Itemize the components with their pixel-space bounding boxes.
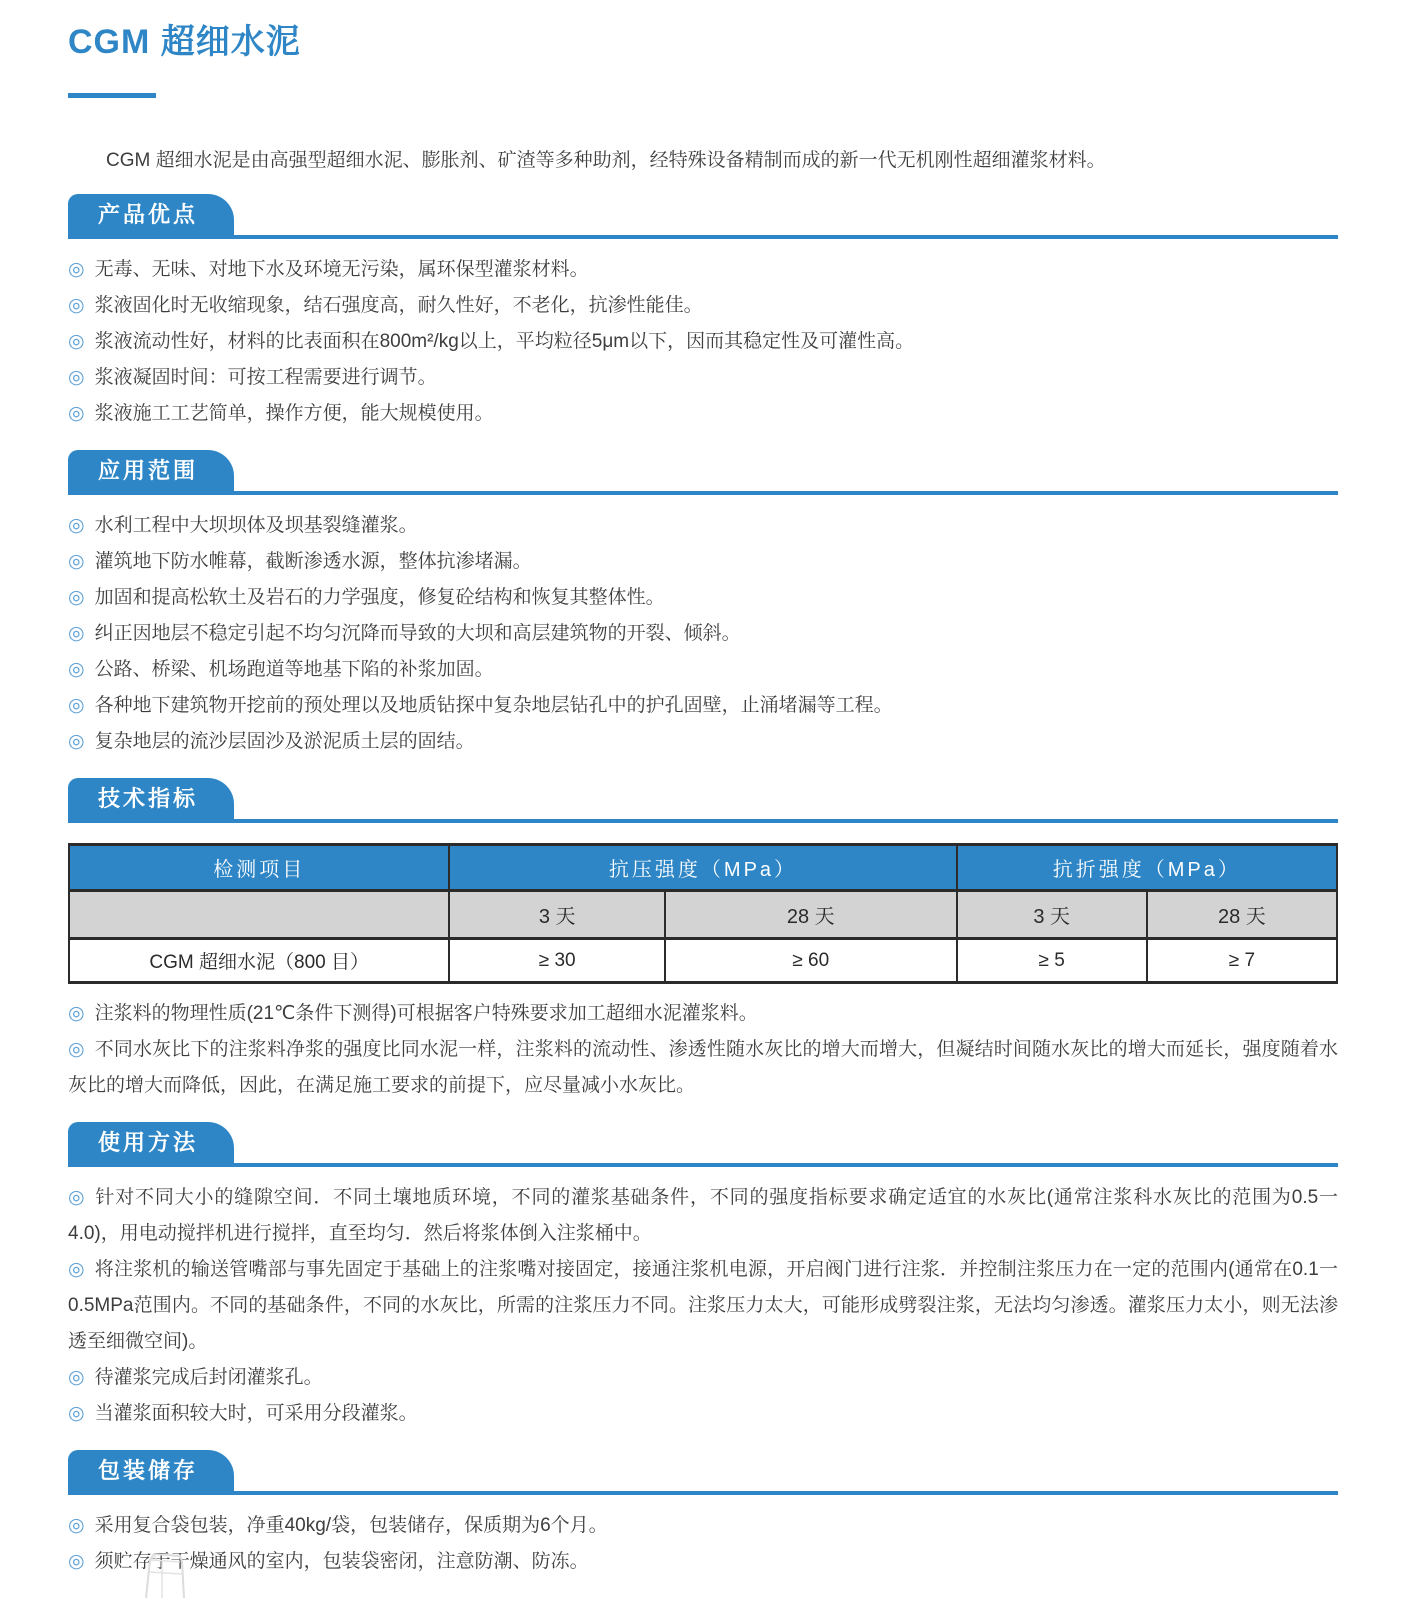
- list-item: [68, 1544, 1338, 1580]
- bullet-icon: ◎: [68, 695, 85, 716]
- list-item-text: 公路、桥梁、机场跑道等地基下陷的补浆加固。: [94, 659, 494, 680]
- spec-table: [68, 843, 1338, 984]
- intro-paragraph: CGM 超细水泥是由高强型超细水泥、膨胀剂、矿渣等多种助剂，经特殊设备精制而成的新一代无机刚性超细灌浆材料。: [106, 150, 1106, 171]
- bullet-icon: ◎: [68, 1003, 85, 1024]
- list-item-text: 各种地下建筑物开挖前的预处理以及地质钻探中复杂地层钻孔中的护孔固壁，止涌堵漏等工程。: [94, 695, 893, 716]
- list-item-text: 无毒、无味、对地下水及环境无污染，属环保型灌浆材料。: [94, 259, 589, 280]
- advantages-list: [68, 252, 1338, 432]
- section-tab-label: 使用方法: [98, 1130, 199, 1155]
- list-item: [68, 652, 1338, 688]
- bullet-icon: ◎: [68, 659, 85, 680]
- value-cell: ≥ 30: [449, 939, 665, 983]
- list-item: [68, 996, 1338, 1032]
- list-item: [68, 288, 1338, 324]
- bullet-icon: ◎: [68, 1515, 85, 1536]
- section-tab: [68, 1122, 234, 1163]
- list-item-text: 纠正因地层不稳定引起不均匀沉降而导致的大坝和高层建筑物的开裂、倾斜。: [94, 623, 741, 644]
- bullet-icon: ◎: [68, 367, 85, 388]
- section-tab-label: 技术指标: [98, 786, 199, 811]
- list-item: [68, 724, 1338, 760]
- cement-bag-watermark-image: [128, 1552, 198, 1600]
- table-header-row: [69, 845, 1337, 891]
- list-item-text: 浆液固化时无收缩现象，结石强度高，耐久性好，不老化，抗渗性能佳。: [94, 295, 703, 316]
- subheader-3d: 3 天: [957, 891, 1147, 939]
- bullet-icon: ◎: [68, 587, 85, 608]
- list-item: [68, 396, 1338, 432]
- bullet-icon: ◎: [68, 515, 85, 536]
- list-item: [68, 1360, 1338, 1396]
- value-cell: ≥ 60: [665, 939, 957, 983]
- section-tab-label: 产品优点: [98, 202, 199, 227]
- list-item-text: 浆液流动性好，材料的比表面积在800m²/kg以上，平均粒径5μm以下，因而其稳定性及可灌性高。: [94, 331, 915, 352]
- table-subheader-row: [69, 891, 1337, 939]
- bullet-icon: ◎: [68, 1259, 85, 1280]
- bullet-icon: ◎: [68, 259, 85, 280]
- section-tab: [68, 194, 234, 235]
- list-item-text: 当灌浆面积较大时，可采用分段灌浆。: [94, 1403, 418, 1424]
- list-item: [68, 1252, 1338, 1360]
- section-tab: [68, 778, 234, 819]
- list-item: [68, 616, 1338, 652]
- list-item-text: 灌筑地下防水帷幕，截断渗透水源，整体抗渗堵漏。: [94, 551, 532, 572]
- value-cell: ≥ 5: [957, 939, 1147, 983]
- bullet-icon: ◎: [68, 623, 85, 644]
- list-item: [68, 360, 1338, 396]
- bullet-icon: ◎: [68, 1551, 85, 1572]
- bullet-icon: ◎: [68, 1187, 86, 1208]
- subheader-28d: 28 天: [1147, 891, 1337, 939]
- value-cell: ≥ 7: [1147, 939, 1337, 983]
- section-tab-label: 包装储存: [98, 1458, 199, 1483]
- list-item-text: 将注浆机的输送管嘴部与事先固定于基础上的注浆嘴对接固定，接通注浆机电源，开启阀门进行注浆．并控制注浆压力在一定的范围内(通常在0.1一0.5MPa范围内。不同的基础条件，不同的水灰比，所需的注浆压力不同。注浆压力太大，可能形成劈裂注浆，无法均匀渗透。灌浆压力太小，则无法渗透至细微空间)。: [68, 1259, 1338, 1352]
- page-title: CGM 超细水泥: [68, 23, 301, 61]
- section-header-applications: [68, 450, 1338, 495]
- bullet-icon: ◎: [68, 331, 85, 352]
- bullet-icon: ◎: [68, 403, 85, 424]
- list-item-text: 须贮存于干燥通风的室内，包装袋密闭，注意防潮、防冻。: [94, 1551, 589, 1572]
- list-item-text: 水利工程中大坝坝体及坝基裂缝灌浆。: [94, 515, 418, 536]
- section-header-advantages: [68, 194, 1338, 239]
- list-item-text: 采用复合袋包装，净重40kg/袋，包装储存，保质期为6个月。: [94, 1515, 608, 1536]
- subheader-28d: 28 天: [665, 891, 957, 939]
- list-item: [68, 508, 1338, 544]
- section-tab: [68, 1450, 234, 1491]
- section-header-specs: [68, 778, 1338, 823]
- list-item-text: 针对不同大小的缝隙空间．不同土壤地质环境，不同的灌浆基础条件，不同的强度指标要求确定适宜的水灰比(通常注浆科水灰比的范围为0.5一4.0)，用电动搅拌机进行搅拌，直至均匀．然后将浆体倒入注浆桶中。: [68, 1187, 1338, 1244]
- bullet-icon: ◎: [68, 1367, 85, 1388]
- list-item: [68, 1180, 1338, 1252]
- bullet-icon: ◎: [68, 1403, 85, 1424]
- list-item: [68, 688, 1338, 724]
- col-header-compressive: 抗压强度（MPa）: [449, 845, 956, 891]
- list-item-text: 待灌浆完成后封闭灌浆孔。: [94, 1367, 323, 1388]
- list-item-text: 浆液施工工艺简单，操作方便，能大规模使用。: [94, 403, 494, 424]
- bullet-icon: ◎: [68, 551, 85, 572]
- bullet-icon: ◎: [68, 1039, 85, 1060]
- section-tab-label: 应用范围: [98, 458, 199, 483]
- spec-notes: [68, 996, 1338, 1104]
- table-row: [69, 939, 1337, 983]
- list-item: [68, 1508, 1338, 1544]
- title-underline: [68, 93, 156, 98]
- list-item-text: 加固和提高松软土及岩石的力学强度，修复砼结构和恢复其整体性。: [94, 587, 665, 608]
- list-item-text: 复杂地层的流沙层固沙及淤泥质土层的固结。: [94, 731, 475, 752]
- bullet-icon: ◎: [68, 731, 85, 752]
- bullet-icon: ◎: [68, 295, 85, 316]
- section-header-storage: [68, 1450, 1338, 1495]
- col-header-flexural: 抗折强度（MPa）: [957, 845, 1337, 891]
- list-item-text: 注浆料的物理性质(21℃条件下测得)可根据客户特殊要求加工超细水泥灌浆料。: [94, 1003, 758, 1024]
- usage-list: [68, 1180, 1338, 1432]
- list-item: [68, 252, 1338, 288]
- list-item: [68, 324, 1338, 360]
- list-item: [68, 1396, 1338, 1432]
- section-header-usage: [68, 1122, 1338, 1167]
- list-item-text: 浆液凝固时间：可按工程需要进行调节。: [94, 367, 437, 388]
- list-item: [68, 544, 1338, 580]
- subheader-3d: 3 天: [449, 891, 665, 939]
- col-header-test-item: 检测项目: [69, 845, 449, 891]
- section-tab: [68, 450, 234, 491]
- empty-cell: [69, 891, 449, 939]
- list-item: [68, 580, 1338, 616]
- applications-list: [68, 508, 1338, 760]
- list-item-text: 不同水灰比下的注浆料净浆的强度比同水泥一样，注浆料的流动性、渗透性随水灰比的增大而增大，但凝结时间随水灰比的增大而延长，强度随着水灰比的增大而降低，因此，在满足施工要求的前提下，应尽量减小水灰比。: [68, 1039, 1338, 1096]
- row-label: CGM 超细水泥（800 目）: [69, 939, 449, 983]
- list-item: [68, 1032, 1338, 1104]
- storage-list: [68, 1508, 1338, 1580]
